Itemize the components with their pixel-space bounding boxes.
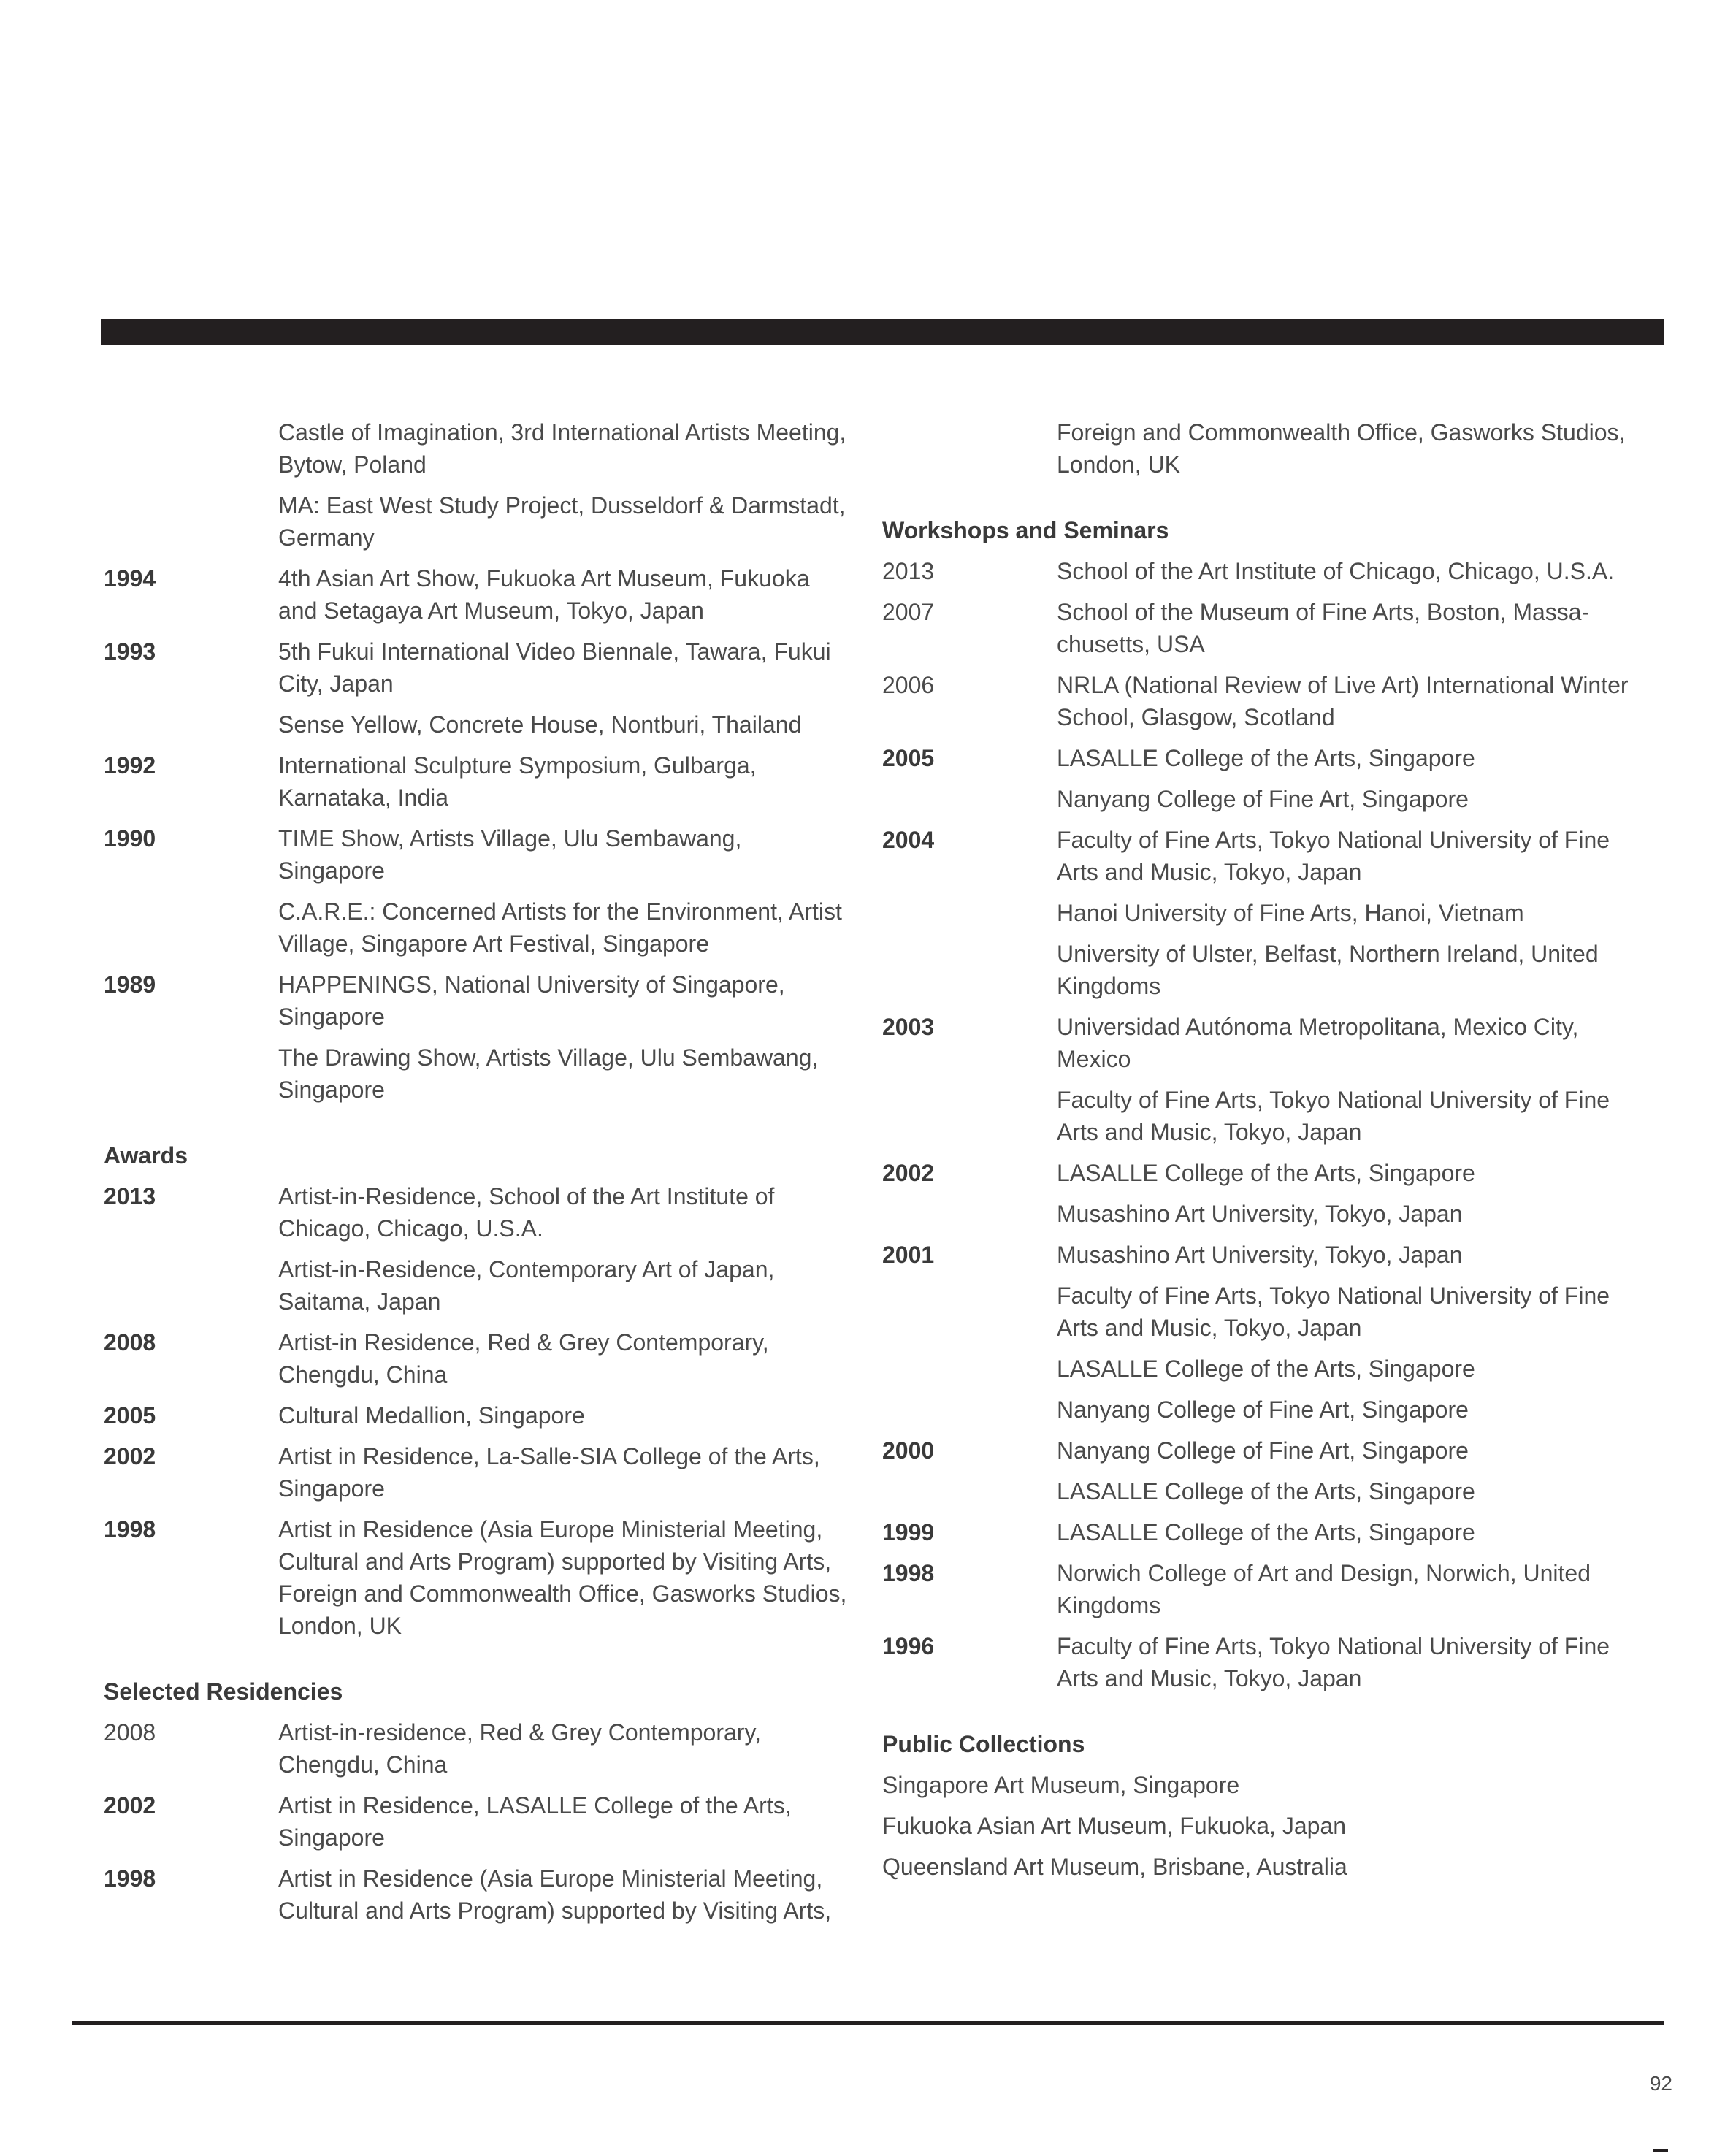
entry-text: Universidad Autónoma Metropolitana, Mexico City, Mexico bbox=[1057, 1014, 1579, 1072]
collections-heading: Public Collections bbox=[882, 1731, 1085, 1757]
awards-list bbox=[104, 1180, 856, 1642]
entry-text: Norwich College of Art and Design, Norwich, United Kingdoms bbox=[1057, 1560, 1591, 1618]
entry-text: International Sculpture Symposium, Gulbarga, Karnataka, India bbox=[278, 752, 757, 811]
entry-text: Artist in Residence, LASALLE College of the Arts, Singapore bbox=[278, 1792, 792, 1851]
entry-text: Artist-in-residence, Red & Grey Contemporary, Chengdu, China bbox=[278, 1719, 761, 1778]
entry-year bbox=[882, 938, 1057, 1002]
entry-year: 1998 bbox=[104, 1865, 156, 1892]
list-item bbox=[104, 1041, 856, 1106]
entry-year: 1994 bbox=[104, 565, 156, 592]
entry-year: 1998 bbox=[882, 1560, 935, 1586]
right-column bbox=[882, 416, 1664, 1892]
entry-year bbox=[104, 1253, 278, 1318]
entry-text: Castle of Imagination, 3rd International Artists Meeting, Bytow, Poland bbox=[278, 419, 846, 478]
entry-year: 2013 bbox=[104, 1183, 156, 1209]
entry-text: Nanyang College of Fine Art, Singapore bbox=[1057, 786, 1469, 812]
residencies-heading: Selected Residencies bbox=[104, 1678, 343, 1705]
list-item bbox=[882, 1157, 1664, 1189]
entry-year bbox=[104, 1041, 278, 1106]
entry-text: Foreign and Commonwealth Office, Gasworks Studios, London, UK bbox=[1057, 419, 1626, 478]
list-item bbox=[882, 938, 1664, 1002]
list-item bbox=[882, 742, 1664, 774]
list-item bbox=[104, 822, 856, 887]
list-item bbox=[104, 1253, 856, 1318]
list-item bbox=[104, 635, 856, 700]
entry-year: 2000 bbox=[882, 1437, 935, 1464]
list-item bbox=[104, 1513, 856, 1642]
list-item bbox=[104, 895, 856, 960]
entry-text: Faculty of Fine Arts, Tokyo National University of Fine Arts and Music, Tokyo, Japan bbox=[1057, 827, 1610, 885]
entry-year bbox=[104, 489, 278, 554]
residencies-list bbox=[104, 1716, 856, 1927]
entry-year: 2002 bbox=[104, 1443, 156, 1469]
entry-year: 2004 bbox=[882, 827, 935, 853]
exhibitions-continued-list bbox=[104, 416, 856, 1106]
list-item bbox=[882, 555, 1664, 587]
list-item bbox=[882, 1353, 1664, 1385]
entry-year bbox=[882, 1353, 1057, 1385]
list-item bbox=[104, 1399, 856, 1431]
entry-text: University of Ulster, Belfast, Northern Ireland, United Kingdoms bbox=[1057, 941, 1599, 999]
entry-text: Nanyang College of Fine Art, Singapore bbox=[1057, 1396, 1469, 1423]
list-item bbox=[104, 562, 856, 627]
entry-year: 2008 bbox=[104, 1329, 156, 1356]
entry-year bbox=[882, 897, 1057, 929]
entry-text: LASALLE College of the Arts, Singapore bbox=[1057, 1519, 1475, 1545]
entry-year: 2006 bbox=[882, 672, 935, 698]
entry-text: LASALLE College of the Arts, Singapore bbox=[1057, 1160, 1475, 1186]
entry-text: Hanoi University of Fine Arts, Hanoi, Vietnam bbox=[1057, 900, 1524, 926]
entry-text: Artist in Residence (Asia Europe Ministerial Meeting, Cultural and Arts Program) supported by Visiting Arts, bbox=[278, 1865, 832, 1924]
list-item bbox=[882, 416, 1664, 481]
header-bar bbox=[101, 319, 1664, 345]
entry-year bbox=[882, 1280, 1057, 1344]
collections-list bbox=[882, 1769, 1664, 1883]
entry-year bbox=[882, 1198, 1057, 1230]
list-item bbox=[104, 1862, 856, 1927]
entry-text: School of the Art Institute of Chicago, Chicago, U.S.A. bbox=[1057, 558, 1615, 584]
list-item bbox=[104, 749, 856, 814]
entry-year: 2013 bbox=[882, 558, 935, 584]
page-number-dash bbox=[1653, 2149, 1668, 2152]
list-item bbox=[882, 1011, 1664, 1075]
list-item bbox=[882, 1516, 1664, 1548]
entry-year: 2008 bbox=[104, 1719, 156, 1746]
entry-year: 2002 bbox=[882, 1160, 935, 1186]
list-item bbox=[104, 1789, 856, 1854]
entry-text: Artist-in-Residence, School of the Art Institute of Chicago, Chicago, U.S.A. bbox=[278, 1183, 775, 1242]
list-item bbox=[882, 824, 1664, 888]
list-item bbox=[104, 1326, 856, 1391]
list-item bbox=[882, 669, 1664, 733]
collection-item: Queensland Art Museum, Brisbane, Australia bbox=[882, 1854, 1347, 1880]
entry-year bbox=[104, 895, 278, 960]
entry-year: 1992 bbox=[104, 752, 156, 779]
entry-text: School of the Museum of Fine Arts, Boston, Massa-chusetts, USA bbox=[1057, 599, 1590, 657]
list-item bbox=[104, 416, 856, 481]
entry-text: Faculty of Fine Arts, Tokyo National University of Fine Arts and Music, Tokyo, Japan bbox=[1057, 1087, 1610, 1145]
entry-year bbox=[882, 416, 1057, 481]
list-item bbox=[882, 1239, 1664, 1271]
workshops-heading: Workshops and Seminars bbox=[882, 517, 1169, 543]
left-column bbox=[104, 416, 856, 1935]
entry-year bbox=[882, 1475, 1057, 1507]
entry-text: The Drawing Show, Artists Village, Ulu Sembawang, Singapore bbox=[278, 1044, 819, 1103]
entry-year: 1990 bbox=[104, 825, 156, 852]
entry-year: 2007 bbox=[882, 599, 935, 625]
list-item bbox=[104, 1180, 856, 1245]
entry-text: Nanyang College of Fine Art, Singapore bbox=[1057, 1437, 1469, 1464]
entry-text: MA: East West Study Project, Dusseldorf & Darmstadt, Germany bbox=[278, 492, 846, 551]
entry-year: 1989 bbox=[104, 971, 156, 998]
entry-text: Artist in Residence (Asia Europe Ministerial Meeting, Cultural and Arts Program) supported by Visiting Arts, Foreign and Commonwealth Office, Gasworks Studios, London, UK bbox=[278, 1516, 847, 1639]
entry-year bbox=[882, 1084, 1057, 1148]
list-item bbox=[882, 1280, 1664, 1344]
entry-year bbox=[104, 416, 278, 481]
entry-year bbox=[104, 708, 278, 741]
list-item bbox=[104, 1440, 856, 1505]
residencies-continued-list bbox=[882, 416, 1664, 481]
entry-text: Musashino Art University, Tokyo, Japan bbox=[1057, 1201, 1463, 1227]
entry-year: 2001 bbox=[882, 1242, 935, 1268]
list-item bbox=[882, 1630, 1664, 1694]
entry-year: 2005 bbox=[882, 745, 935, 771]
entry-year: 2003 bbox=[882, 1014, 935, 1040]
entry-text: Artist-in-Residence, Contemporary Art of Japan, Saitama, Japan bbox=[278, 1256, 775, 1315]
entry-text: Cultural Medallion, Singapore bbox=[278, 1402, 585, 1429]
list-item bbox=[882, 897, 1664, 929]
awards-heading: Awards bbox=[104, 1142, 188, 1169]
entry-text: Artist-in Residence, Red & Grey Contemporary, Chengdu, China bbox=[278, 1329, 769, 1388]
entry-year: 2002 bbox=[104, 1792, 156, 1819]
entry-year: 1999 bbox=[882, 1519, 935, 1545]
entry-year: 1993 bbox=[104, 638, 156, 665]
list-item bbox=[882, 1434, 1664, 1467]
entry-text: Artist in Residence, La-Salle-SIA College of the Arts, Singapore bbox=[278, 1443, 820, 1502]
entry-text: HAPPENINGS, National University of Singapore, Singapore bbox=[278, 971, 785, 1030]
list-item bbox=[882, 783, 1664, 815]
entry-year: 1996 bbox=[882, 1633, 935, 1659]
entry-year bbox=[882, 783, 1057, 815]
workshops-list bbox=[882, 555, 1664, 1694]
list-item bbox=[882, 1394, 1664, 1426]
entry-year bbox=[882, 1394, 1057, 1426]
entry-year: 2005 bbox=[104, 1402, 156, 1429]
entry-text: 5th Fukui International Video Biennale, Tawara, Fukui City, Japan bbox=[278, 638, 831, 697]
entry-text: Musashino Art University, Tokyo, Japan bbox=[1057, 1242, 1463, 1268]
list-item bbox=[104, 489, 856, 554]
entry-text: LASALLE College of the Arts, Singapore bbox=[1057, 1356, 1475, 1382]
list-item bbox=[104, 708, 856, 741]
entry-text: TIME Show, Artists Village, Ulu Sembawang, Singapore bbox=[278, 825, 742, 884]
entry-year: 1998 bbox=[104, 1516, 156, 1543]
collection-item: Fukuoka Asian Art Museum, Fukuoka, Japan bbox=[882, 1813, 1346, 1839]
entry-text: Faculty of Fine Arts, Tokyo National University of Fine Arts and Music, Tokyo, Japan bbox=[1057, 1633, 1610, 1691]
list-item bbox=[882, 1084, 1664, 1148]
collection-item: Singapore Art Museum, Singapore bbox=[882, 1772, 1240, 1798]
list-item bbox=[882, 596, 1664, 660]
list-item bbox=[882, 1557, 1664, 1621]
entry-text: Sense Yellow, Concrete House, Nontburi, Thailand bbox=[278, 711, 802, 738]
list-item bbox=[882, 1475, 1664, 1507]
entry-text: LASALLE College of the Arts, Singapore bbox=[1057, 1478, 1475, 1505]
footer-rule bbox=[72, 2021, 1664, 2025]
list-item bbox=[104, 968, 856, 1033]
page-number: 92 bbox=[1649, 2072, 1672, 2095]
entry-text: Faculty of Fine Arts, Tokyo National University of Fine Arts and Music, Tokyo, Japan bbox=[1057, 1282, 1610, 1341]
entry-text: LASALLE College of the Arts, Singapore bbox=[1057, 745, 1475, 771]
entry-text: 4th Asian Art Show, Fukuoka Art Museum, Fukuoka and Setagaya Art Museum, Tokyo, Japan bbox=[278, 565, 810, 624]
entry-text: C.A.R.E.: Concerned Artists for the Environment, Artist Village, Singapore Art Festival, Singapore bbox=[278, 898, 842, 957]
entry-text: NRLA (National Review of Live Art) International Winter School, Glasgow, Scotland bbox=[1057, 672, 1629, 730]
list-item bbox=[104, 1716, 856, 1781]
list-item bbox=[882, 1198, 1664, 1230]
